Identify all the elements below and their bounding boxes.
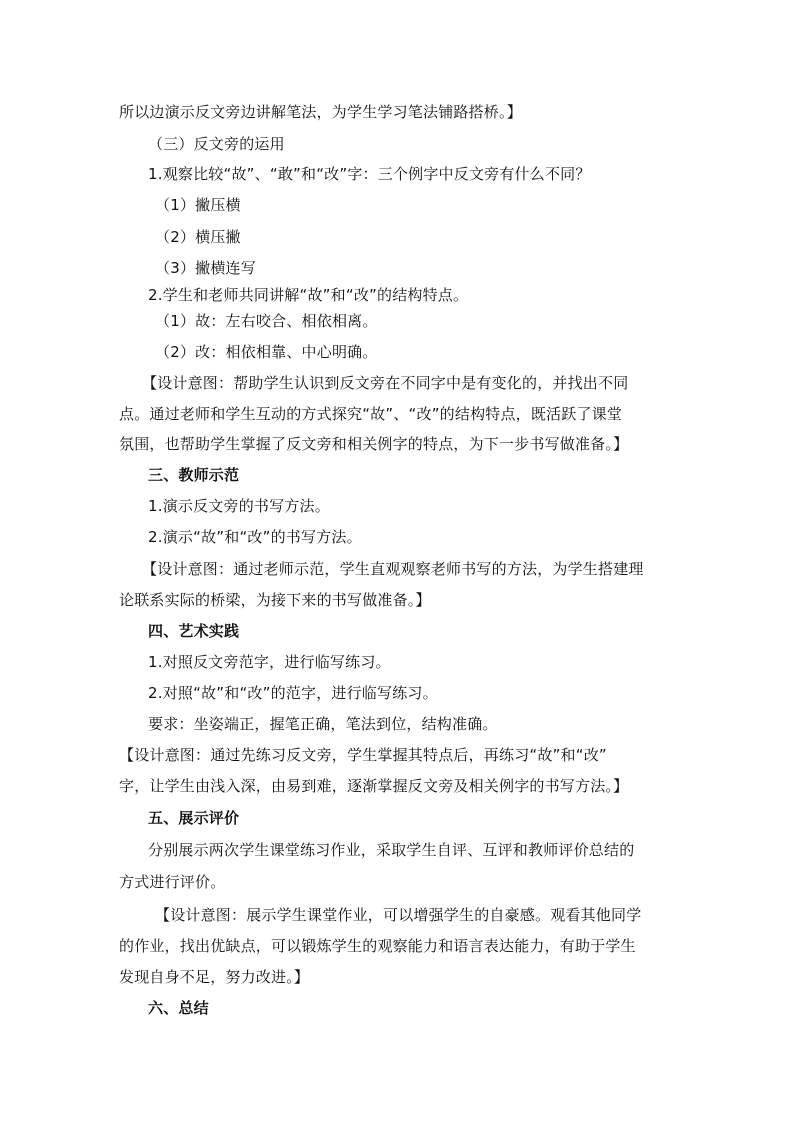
- list-item: （1）撇压横: [155, 196, 241, 214]
- requirement-line: 要求：坐姿端正，握笔正确，笔法到位，结构准确。: [148, 715, 498, 733]
- design-note-line: 氛围，也帮助学生掌握了反文旁和相关例字的特点，为下一步书写做准备。】: [119, 435, 629, 453]
- section-subheading: （三）反文旁的运用: [148, 135, 285, 153]
- section-heading: 五、展示评价: [148, 809, 240, 827]
- section-heading: 六、总结: [148, 999, 209, 1017]
- list-item: （1）故：左右咬合、相依相离。: [155, 312, 378, 330]
- paragraph-line: 分别展示两次学生课堂练习作业，采取学生自评、互评和教师评价总结的: [148, 841, 635, 859]
- list-item: （2）改：相依相靠、中心明确。: [155, 343, 378, 361]
- section-heading: 三、教师示范: [148, 466, 240, 484]
- list-item: 2.演示“故”和“改”的书写方法。: [148, 528, 362, 546]
- design-note-line: 的作业，找出优缺点，可以锻炼学生的观察能力和语言表达能力，有助于学生: [119, 937, 636, 955]
- list-item: （3）撇横连写: [155, 259, 256, 277]
- design-note-line: 字，让学生由浅入深，由易到难，逐渐掌握反文旁及相关例字的书写方法。】: [119, 777, 629, 795]
- list-item: 2.对照“故”和“改”的范字，进行临写练习。: [148, 684, 438, 702]
- design-note-line: 论联系实际的桥梁，为接下来的书写做准备。】: [119, 591, 431, 609]
- design-note-line: 【设计意图：展示学生课堂作业，可以增强学生的自豪感。观看其他同学: [155, 906, 642, 924]
- list-item: 2.学生和老师共同讲解“故”和“改”的结构特点。: [148, 286, 469, 304]
- design-note-line: 【设计意图：通过先练习反文旁，学生掌握其特点后，再练习“故”和“改”: [119, 746, 607, 764]
- design-note-line: 【设计意图：通过老师示范，学生直观观察老师书写的方法，为学生搭建理: [142, 560, 644, 578]
- paragraph-line: 所以边演示反文旁边讲解笔法，为学生学习笔法铺路搭桥。】: [119, 103, 522, 121]
- paragraph-line: 方式进行评价。: [119, 873, 226, 891]
- section-heading: 四、艺术实践: [148, 622, 240, 640]
- list-item: 1.演示反文旁的书写方法。: [148, 497, 330, 515]
- list-item: 1.对照反文旁范字，进行临写练习。: [148, 653, 391, 671]
- list-item: （2）横压撇: [155, 228, 241, 246]
- design-note-line: 【设计意图：帮助学生认识到反文旁在不同字中是有变化的，并找出不同: [142, 374, 629, 392]
- design-note-line: 点。通过老师和学生互动的方式探究“故”、“改”的结构特点，既活跃了课堂: [119, 405, 623, 423]
- list-item: 1.观察比较“故”、“敢”和“改”字：三个例字中反文旁有什么不同？: [148, 165, 591, 183]
- design-note-line: 发现自身不足，努力改进。】: [119, 968, 310, 986]
